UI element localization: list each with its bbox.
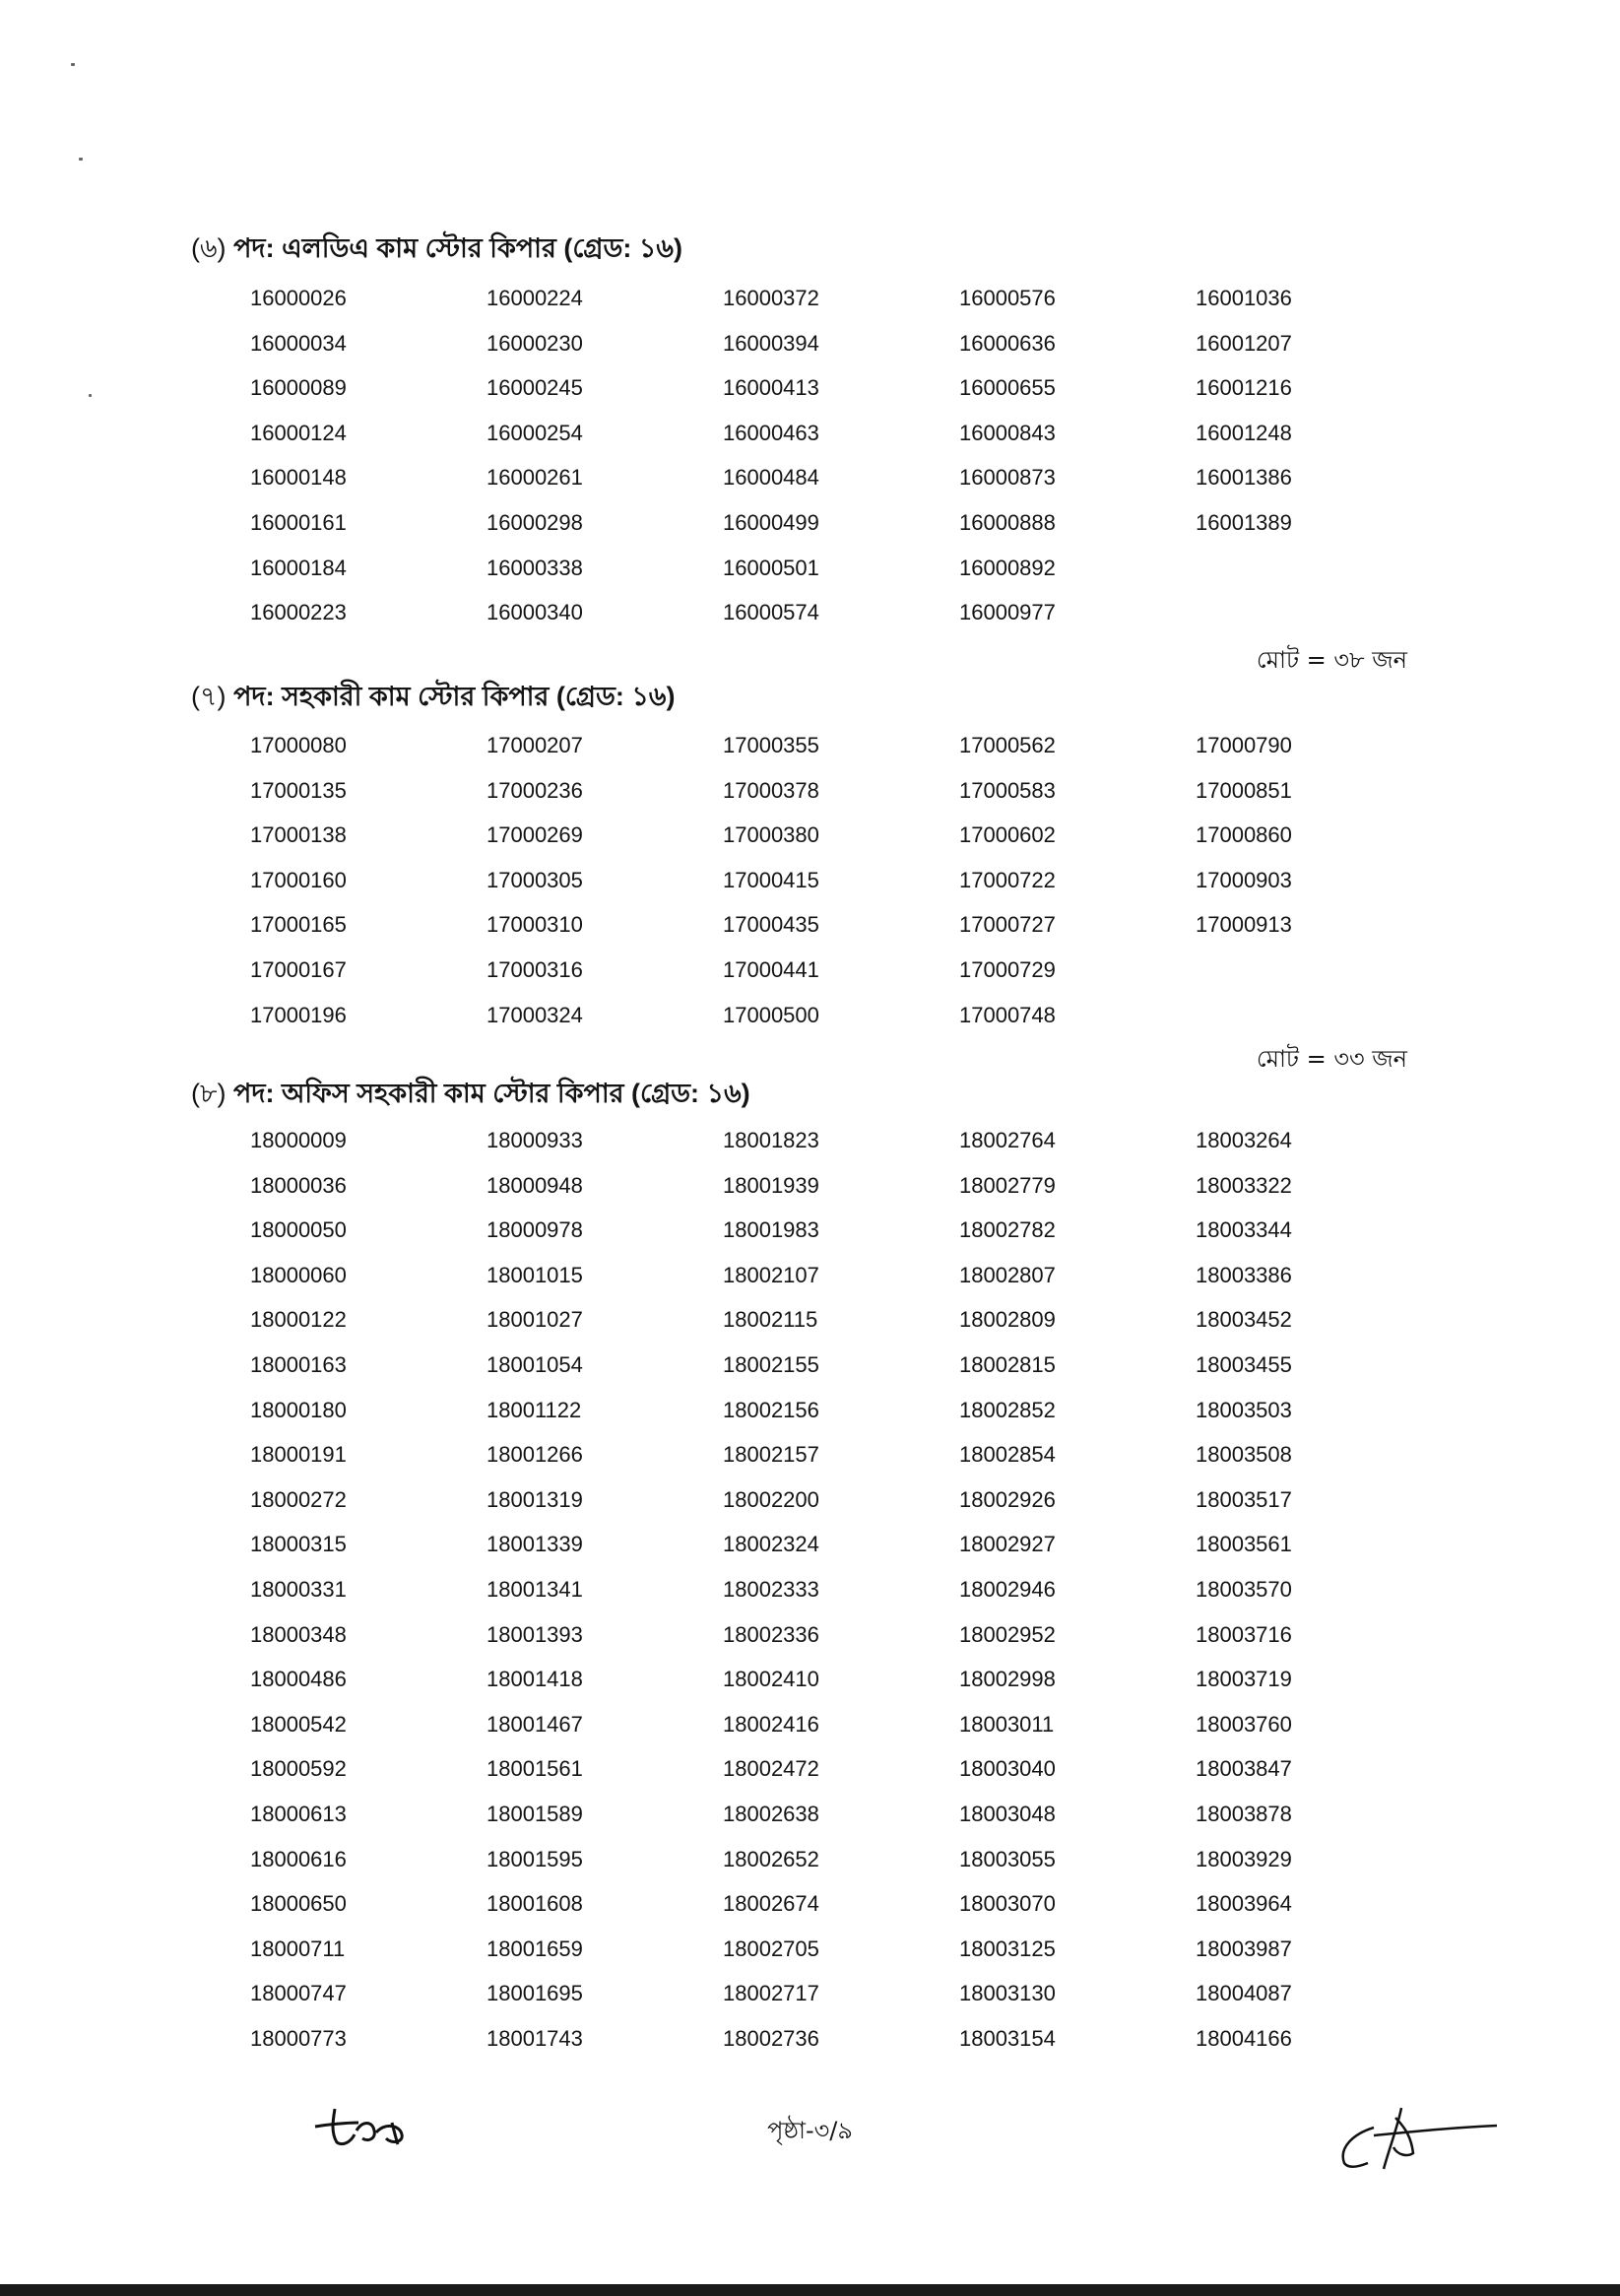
candidate-roll-number: 18004087 (1196, 1981, 1292, 2006)
candidate-roll-number: 18003455 (1196, 1351, 1292, 1377)
candidate-roll-number: 18001589 (486, 1801, 583, 1826)
candidate-roll-number: 16001207 (1196, 330, 1292, 356)
candidate-roll-number: 18000191 (250, 1442, 347, 1468)
candidate-roll-number: 18002764 (959, 1128, 1056, 1152)
candidate-roll-number: 18003055 (959, 1846, 1056, 1871)
candidate-roll-number (1196, 546, 1432, 591)
page-number: পৃষ্ঠা-৩/৯ (767, 2117, 853, 2144)
candidate-roll-number: 18003130 (959, 1981, 1056, 2006)
candidate-roll-number: 17000903 (1196, 867, 1292, 892)
candidate-roll-number: 18002638 (723, 1801, 819, 1826)
candidate-roll-number: 18003011 (959, 1711, 1055, 1737)
candidate-roll-number: 18000050 (250, 1217, 347, 1243)
candidate-roll-number: 16000636 (959, 330, 1056, 356)
id-grid (250, 276, 1432, 635)
candidate-roll-number: 18002998 (959, 1667, 1056, 1692)
candidate-roll-number (1196, 948, 1432, 993)
candidate-roll-number: 18003344 (1196, 1217, 1292, 1243)
candidate-roll-number: 18001341 (486, 1576, 583, 1602)
candidate-roll-number: 17000080 (250, 733, 347, 757)
candidate-roll-number: 17000380 (723, 822, 819, 848)
candidate-roll-number: 16000254 (486, 420, 583, 445)
section-title: পদ: সহকারী কাম স্টোর কিপার (গ্রেড: ১৬) (233, 682, 676, 711)
candidate-roll-number: 17000441 (723, 956, 819, 982)
candidate-roll-number: 16000977 (959, 600, 1056, 625)
candidate-roll-number: 18001939 (723, 1172, 819, 1198)
section-total: মোট = ৩৮ জন (1256, 646, 1407, 674)
candidate-roll-number: 16000501 (723, 555, 819, 580)
candidate-roll-number: 16000261 (486, 465, 583, 491)
candidate-roll-number: 17000562 (959, 733, 1056, 757)
candidate-roll-number: 16000298 (486, 509, 583, 535)
candidate-roll-number: 16000034 (250, 330, 347, 356)
candidate-roll-number: 18003503 (1196, 1397, 1292, 1422)
scan-speck (71, 63, 75, 66)
candidate-roll-number: 18000486 (250, 1667, 347, 1692)
candidate-roll-number: 18003386 (1196, 1262, 1292, 1287)
candidate-roll-number: 18000163 (250, 1351, 347, 1377)
candidate-roll-number: 18001393 (486, 1621, 583, 1647)
candidate-roll-number: 18003570 (1196, 1576, 1292, 1602)
candidate-roll-number: 17000324 (486, 1002, 583, 1027)
candidate-roll-number: 18002115 (723, 1307, 818, 1333)
candidate-roll-number: 18001266 (486, 1442, 583, 1468)
section-title: পদ: এলডিএ কাম স্টোর কিপার (গ্রেড: ১৬) (233, 233, 682, 263)
candidate-roll-number: 16001248 (1196, 420, 1292, 445)
page-bottom-bar (0, 2284, 1620, 2296)
candidate-roll-number: 17000851 (1196, 777, 1292, 803)
candidate-roll-number: 16000340 (486, 600, 583, 625)
candidate-roll-number: 17000748 (959, 1002, 1056, 1027)
candidate-roll-number: 18003048 (959, 1801, 1056, 1826)
candidate-roll-number: 18001122 (486, 1397, 582, 1422)
candidate-roll-number: 18000315 (250, 1532, 347, 1557)
candidate-roll-number: 17000316 (486, 956, 583, 982)
section-number: (৭) (191, 682, 227, 711)
candidate-roll-number: 17000602 (959, 822, 1056, 848)
candidate-roll-number: 18000592 (250, 1756, 347, 1782)
id-grid (250, 1118, 1432, 2061)
candidate-roll-number: 18002157 (723, 1442, 819, 1468)
candidate-roll-number: 18000948 (486, 1172, 583, 1198)
candidate-roll-number: 18000773 (250, 2025, 347, 2051)
candidate-roll-number: 18002674 (723, 1891, 819, 1917)
candidate-roll-number: 18000036 (250, 1172, 347, 1198)
candidate-roll-number: 18002410 (723, 1667, 819, 1692)
candidate-roll-number: 17000135 (250, 777, 347, 803)
candidate-roll-number: 18003987 (1196, 1935, 1292, 1961)
candidate-roll-number: 18002324 (723, 1532, 819, 1557)
candidate-roll-number: 18002926 (959, 1486, 1056, 1512)
candidate-roll-number: 17000165 (250, 912, 347, 938)
candidate-roll-number: 16001036 (1196, 286, 1292, 310)
candidate-roll-number: 16001216 (1196, 375, 1292, 401)
scan-speck (89, 394, 92, 397)
candidate-roll-number: 18003452 (1196, 1307, 1292, 1333)
candidate-roll-number: 18002155 (723, 1351, 819, 1377)
candidate-roll-number: 18002717 (723, 1981, 819, 2006)
candidate-roll-number (1196, 993, 1432, 1038)
candidate-roll-number: 16000338 (486, 555, 583, 580)
candidate-roll-number: 18000933 (486, 1128, 583, 1152)
candidate-roll-number: 16000892 (959, 555, 1056, 580)
candidate-roll-number: 18002333 (723, 1576, 819, 1602)
candidate-roll-number: 16000161 (250, 509, 347, 535)
candidate-roll-number: 18003716 (1196, 1621, 1292, 1647)
candidate-roll-number: 17000310 (486, 912, 583, 938)
candidate-roll-number: 17000913 (1196, 912, 1292, 938)
candidate-roll-number: 16000184 (250, 555, 347, 580)
candidate-roll-number: 18003847 (1196, 1756, 1292, 1782)
candidate-roll-number: 18000331 (250, 1576, 347, 1602)
candidate-roll-number: 18001015 (486, 1262, 583, 1287)
candidate-roll-number: 18003964 (1196, 1891, 1292, 1917)
candidate-roll-number: 18003719 (1196, 1667, 1292, 1692)
candidate-roll-number: 18003561 (1196, 1532, 1292, 1557)
candidate-roll-number: 16000576 (959, 286, 1056, 310)
candidate-roll-number: 16000223 (250, 600, 347, 625)
section-total: মোট = ৩৩ জন (1256, 1045, 1407, 1073)
candidate-roll-number: 18000978 (486, 1217, 583, 1243)
candidate-roll-number: 17000729 (959, 956, 1056, 982)
candidate-roll-number: 18002927 (959, 1532, 1056, 1557)
candidate-roll-number: 18000180 (250, 1397, 347, 1422)
section-number: (৬) (191, 233, 227, 263)
candidate-roll-number: 18001743 (486, 2025, 583, 2051)
right-signature-image (1325, 2098, 1502, 2177)
candidate-roll-number: 18002200 (723, 1486, 819, 1512)
candidate-roll-number: 18001339 (486, 1532, 583, 1557)
section-heading (191, 677, 675, 721)
candidate-roll-number: 16000888 (959, 509, 1056, 535)
candidate-roll-number: 16000245 (486, 375, 583, 401)
candidate-roll-number: 17000378 (723, 777, 819, 803)
candidate-roll-number: 18001027 (486, 1307, 583, 1333)
section-title: পদ: অফিস সহকারী কাম স্টোর কিপার (গ্রেড: ১৬) (233, 1079, 750, 1108)
candidate-roll-number: 18001695 (486, 1981, 583, 2006)
candidate-roll-number: 18003760 (1196, 1711, 1292, 1737)
candidate-roll-number: 18000009 (250, 1128, 347, 1152)
candidate-roll-number: 16000089 (250, 375, 347, 401)
candidate-roll-number: 17000236 (486, 777, 583, 803)
candidate-roll-number: 18002782 (959, 1217, 1056, 1243)
candidate-roll-number: 16000499 (723, 509, 819, 535)
scan-speck (79, 158, 83, 161)
candidate-roll-number: 16000224 (486, 286, 583, 310)
candidate-roll-number: 18001054 (486, 1351, 583, 1377)
candidate-roll-number: 18002946 (959, 1576, 1056, 1602)
candidate-roll-number: 17000435 (723, 912, 819, 938)
candidate-roll-number: 18000122 (250, 1307, 347, 1333)
candidate-roll-number: 17000790 (1196, 733, 1292, 757)
section-number: (৮) (191, 1079, 227, 1108)
candidate-roll-number: 18002472 (723, 1756, 819, 1782)
candidate-roll-number: 18003264 (1196, 1128, 1292, 1152)
id-grid (250, 723, 1432, 1037)
candidate-roll-number: 18001467 (486, 1711, 583, 1737)
candidate-roll-number: 18002156 (723, 1397, 819, 1422)
candidate-roll-number: 16000463 (723, 420, 819, 445)
candidate-roll-number: 17000727 (959, 912, 1056, 938)
candidate-roll-number: 17000415 (723, 867, 819, 892)
candidate-roll-number: 16000372 (723, 286, 819, 310)
candidate-roll-number: 16001389 (1196, 509, 1292, 535)
candidate-roll-number: 18001983 (723, 1217, 819, 1243)
candidate-roll-number: 17000722 (959, 867, 1056, 892)
candidate-roll-number: 16000843 (959, 420, 1056, 445)
candidate-roll-number: 18004166 (1196, 2025, 1292, 2051)
candidate-roll-number: 18000272 (250, 1486, 347, 1512)
candidate-roll-number: 18003154 (959, 2025, 1056, 2051)
candidate-roll-number: 18002107 (723, 1262, 819, 1287)
candidate-roll-number: 17000500 (723, 1002, 819, 1027)
section-heading (191, 1074, 750, 1118)
candidate-roll-number: 16000148 (250, 465, 347, 491)
candidate-roll-number: 18002705 (723, 1935, 819, 1961)
candidate-roll-number: 16000124 (250, 420, 347, 445)
candidate-roll-number: 17000207 (486, 733, 583, 757)
candidate-roll-number: 16001386 (1196, 465, 1292, 491)
candidate-roll-number: 18003125 (959, 1935, 1056, 1961)
candidate-roll-number: 18002807 (959, 1262, 1056, 1287)
candidate-roll-number: 18002854 (959, 1442, 1056, 1468)
candidate-roll-number: 18000711 (250, 1935, 346, 1961)
candidate-roll-number: 18003929 (1196, 1846, 1292, 1871)
candidate-roll-number: 17000138 (250, 822, 347, 848)
candidate-roll-number: 17000160 (250, 867, 347, 892)
candidate-roll-number: 16000413 (723, 375, 819, 401)
candidate-roll-number: 18001608 (486, 1891, 583, 1917)
candidate-roll-number: 18001659 (486, 1935, 583, 1961)
candidate-roll-number: 18002416 (723, 1711, 819, 1737)
candidate-roll-number: 18002815 (959, 1351, 1056, 1377)
candidate-roll-number: 18002952 (959, 1621, 1056, 1647)
candidate-roll-number: 18002652 (723, 1846, 819, 1871)
candidate-roll-number: 18000060 (250, 1262, 347, 1287)
candidate-roll-number: 18001319 (486, 1486, 583, 1512)
candidate-roll-number: 17000860 (1196, 822, 1292, 848)
candidate-roll-number: 18000650 (250, 1891, 347, 1917)
section-heading (191, 229, 682, 273)
candidate-roll-number: 17000583 (959, 777, 1056, 803)
candidate-roll-number: 17000196 (250, 1002, 347, 1027)
candidate-roll-number: 18003322 (1196, 1172, 1292, 1198)
candidate-roll-number: 18003070 (959, 1891, 1056, 1917)
candidate-roll-number: 18000542 (250, 1711, 347, 1737)
candidate-roll-number: 18000747 (250, 1981, 347, 2006)
candidate-roll-number: 18002336 (723, 1621, 819, 1647)
candidate-roll-number: 16000484 (723, 465, 819, 491)
candidate-roll-number: 16000230 (486, 330, 583, 356)
candidate-roll-number: 18002809 (959, 1307, 1056, 1333)
candidate-roll-number: 18002779 (959, 1172, 1056, 1198)
candidate-roll-number: 16000574 (723, 600, 819, 625)
candidate-roll-number: 17000269 (486, 822, 583, 848)
candidate-roll-number: 18002852 (959, 1397, 1056, 1422)
candidate-roll-number: 17000167 (250, 956, 347, 982)
candidate-roll-number: 17000305 (486, 867, 583, 892)
candidate-roll-number: 17000355 (723, 733, 819, 757)
candidate-roll-number: 18002736 (723, 2025, 819, 2051)
candidate-roll-number: 18003517 (1196, 1486, 1292, 1512)
candidate-roll-number: 16000873 (959, 465, 1056, 491)
candidate-roll-number: 18001418 (486, 1667, 583, 1692)
candidate-roll-number: 18001823 (723, 1128, 819, 1152)
candidate-roll-number: 18000613 (250, 1801, 347, 1826)
candidate-roll-number: 18003878 (1196, 1801, 1292, 1826)
candidate-roll-number: 18000616 (250, 1846, 347, 1871)
candidate-roll-number: 16000394 (723, 330, 819, 356)
candidate-roll-number: 18003040 (959, 1756, 1056, 1782)
candidate-roll-number: 18001595 (486, 1846, 583, 1871)
candidate-roll-number: 16000655 (959, 375, 1056, 401)
candidate-roll-number (1196, 590, 1432, 635)
candidate-roll-number: 18003508 (1196, 1442, 1292, 1468)
candidate-roll-number: 16000026 (250, 286, 347, 310)
candidate-roll-number: 18000348 (250, 1621, 347, 1647)
candidate-roll-number: 18001561 (486, 1756, 583, 1782)
